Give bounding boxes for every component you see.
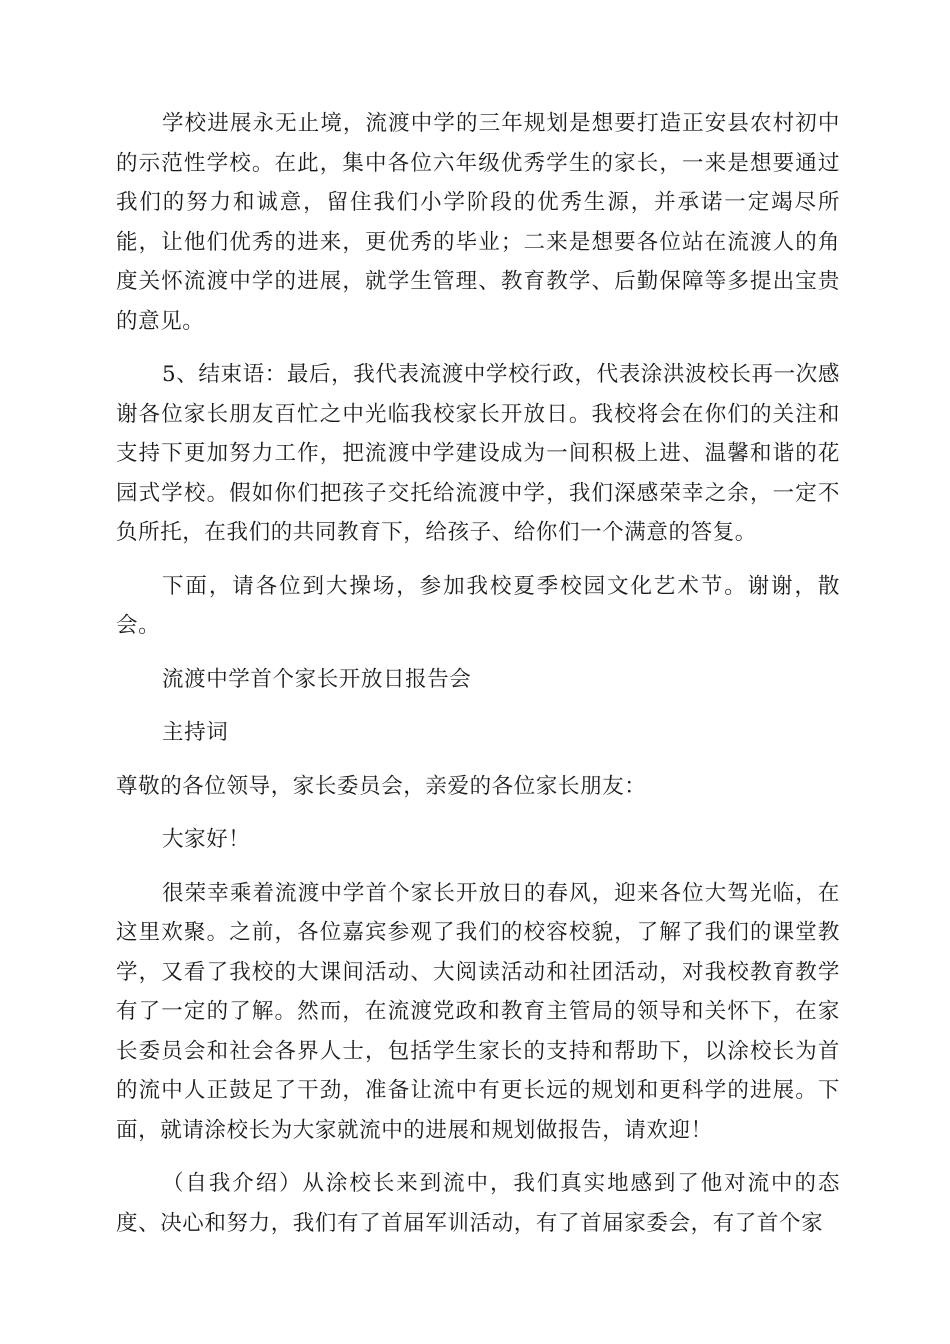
section-title: 流渡中学首个家长开放日报告会	[162, 666, 472, 692]
salutation: 尊敬的各位领导，家长委员会，亲爱的各位家长朋友：	[116, 773, 647, 799]
greeting: 大家好！	[162, 827, 251, 852]
paragraph-dismissal: 下面，请各位到大操场，参加我校夏季校园文化艺术节。谢谢，散会。	[116, 573, 840, 638]
paragraph-welcome: 很荣幸乘着流渡中学首个家长开放日的春风，迎来各位大驾光临，在这里欢聚。之前，各位嘉宾参观了我们的校容校貌，了解了我们的课堂教学，又看了我校的大课间活动、大阅读活动和社团活动，对我校教育教学有了一定的了解。然而，在流渡党政和教育主管局的领导和关怀下，在家长委员会和社会各界人士，包括学生家长的支持和帮助下，以涂校长为首的流中人正鼓足了干劲，准备让流中有更长远的规划和更科学的进展。下面，就请涂校长为大家就流中的进展和规划做报告，请欢迎！	[116, 880, 840, 1143]
section-subtitle: 主持词	[162, 720, 229, 745]
paragraph-closing-remarks: 5、结束语：最后，我代表流渡中学校行政，代表涂洪波校长再一次感谢各位家长朋友百忙之中光临我校家长开放日。我校将会在你们的关注和支持下更加努力工作，把流渡中学建设成为一间积极上进、温馨和谐的花园式学校。假如你们把孩子交托给流渡中学，我们深感荣幸之余，一定不负所托，在我们的共同教育下，给孩子、给你们一个满意的答复。	[116, 362, 840, 545]
paragraph-school-plan: 学校进展永无止境，流渡中学的三年规划是想要打造正安县农村初中的示范性学校。在此，集中各位六年级优秀学生的家长，一来是想要通过我们的努力和诚意，留住我们小学阶段的优秀生源，并承诺一定竭尽所能，让他们优秀的进来，更优秀的毕业；二来是想要各位站在流渡人的角度关怀流渡中学的进展，就学生管理、教育教学、后勤保障等多提出宝贵的意见。	[116, 111, 840, 334]
paragraph-self-intro: （自我介绍）从涂校长来到流中，我们真实地感到了他对流中的态度、决心和努力，我们有了首届军训活动，有了首届家委会，有了首个家	[116, 1171, 840, 1236]
